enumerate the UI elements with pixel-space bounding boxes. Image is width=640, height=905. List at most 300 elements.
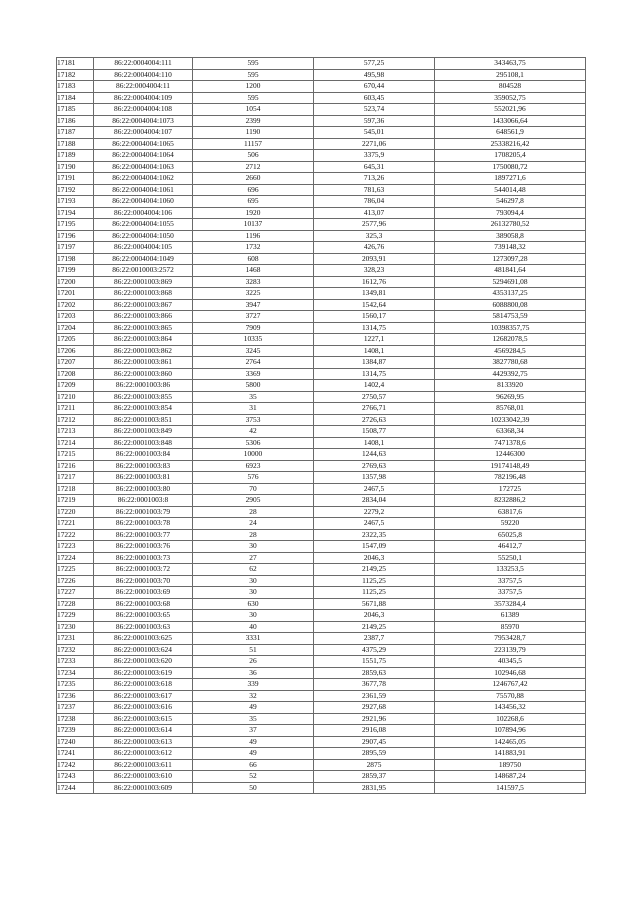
area-cell: 40 (193, 621, 314, 633)
row-number-cell: 17215 (57, 449, 94, 461)
value-cell: 26132780,52 (435, 219, 586, 231)
area-cell: 695 (193, 196, 314, 208)
cadastral-number-cell: 86:22:0001003:614 (94, 725, 193, 737)
table-row (57, 104, 586, 116)
value-cell: 3827780,68 (435, 357, 586, 369)
value-cell: 782196,48 (435, 472, 586, 484)
row-number-cell: 17190 (57, 161, 94, 173)
row-number-cell: 17244 (57, 782, 94, 794)
cadastral-number-cell: 86:22:0001003:868 (94, 288, 193, 300)
value-cell: 143456,32 (435, 702, 586, 714)
rate-cell: 2921,96 (314, 713, 435, 725)
cadastral-number-cell: 86:22:0004004:109 (94, 92, 193, 104)
rate-cell: 2149,25 (314, 564, 435, 576)
table-row (57, 782, 586, 794)
rate-cell: 597,36 (314, 115, 435, 127)
row-number-cell: 17186 (57, 115, 94, 127)
row-number-cell: 17238 (57, 713, 94, 725)
cadastral-number-cell: 86:22:0001003:619 (94, 667, 193, 679)
value-cell: 59220 (435, 518, 586, 530)
table-row (57, 81, 586, 93)
area-cell: 28 (193, 529, 314, 541)
table-row (57, 322, 586, 334)
row-number-cell: 17206 (57, 345, 94, 357)
area-cell: 506 (193, 150, 314, 162)
rate-cell: 328,23 (314, 265, 435, 277)
row-number-cell: 17231 (57, 633, 94, 645)
rate-cell: 495,98 (314, 69, 435, 81)
area-cell: 10335 (193, 334, 314, 346)
table-row (57, 564, 586, 576)
area-cell: 3245 (193, 345, 314, 357)
table-row (57, 736, 586, 748)
table-row (57, 460, 586, 472)
table-row (57, 403, 586, 415)
row-number-cell: 17211 (57, 403, 94, 415)
table-row (57, 127, 586, 139)
area-cell: 2399 (193, 115, 314, 127)
area-cell: 49 (193, 748, 314, 760)
value-cell: 148687,24 (435, 771, 586, 783)
area-cell: 3753 (193, 414, 314, 426)
cadastral-number-cell: 86:22:0004004:1050 (94, 230, 193, 242)
rate-cell: 3375,9 (314, 150, 435, 162)
cadastral-number-cell: 86:22:0001003:862 (94, 345, 193, 357)
cadastral-number-cell: 86:22:0001003:848 (94, 437, 193, 449)
cadastral-number-cell: 86:22:0001003:616 (94, 702, 193, 714)
area-cell: 595 (193, 92, 314, 104)
area-cell: 10000 (193, 449, 314, 461)
row-number-cell: 17225 (57, 564, 94, 576)
row-number-cell: 17237 (57, 702, 94, 714)
rate-cell: 1542,64 (314, 299, 435, 311)
rate-cell: 2322,35 (314, 529, 435, 541)
table-row (57, 69, 586, 81)
area-cell: 3369 (193, 368, 314, 380)
table-row (57, 368, 586, 380)
area-cell: 696 (193, 184, 314, 196)
value-cell: 25338216,42 (435, 138, 586, 150)
table-row (57, 288, 586, 300)
value-cell: 1246767,42 (435, 679, 586, 691)
rate-cell: 2093,91 (314, 253, 435, 265)
value-cell: 75570,88 (435, 690, 586, 702)
cadastral-number-cell: 86:22:0001003:864 (94, 334, 193, 346)
area-cell: 1920 (193, 207, 314, 219)
rate-cell: 1125,25 (314, 587, 435, 599)
value-cell: 5814753,59 (435, 311, 586, 323)
row-number-cell: 17182 (57, 69, 94, 81)
row-number-cell: 17203 (57, 311, 94, 323)
cadastral-number-cell: 86:22:0001003:849 (94, 426, 193, 438)
rate-cell: 2916,08 (314, 725, 435, 737)
value-cell: 1708205,4 (435, 150, 586, 162)
rate-cell: 1408,1 (314, 345, 435, 357)
table-row (57, 771, 586, 783)
value-cell: 85768,01 (435, 403, 586, 415)
rate-cell: 577,25 (314, 58, 435, 70)
cadastral-number-cell: 86:22:0001003:73 (94, 552, 193, 564)
table-row (57, 667, 586, 679)
row-number-cell: 17195 (57, 219, 94, 231)
cadastral-number-cell: 86:22:0004004:1065 (94, 138, 193, 150)
rate-cell: 645,31 (314, 161, 435, 173)
value-cell: 12682078,5 (435, 334, 586, 346)
area-cell: 630 (193, 598, 314, 610)
row-number-cell: 17227 (57, 587, 94, 599)
value-cell: 33757,5 (435, 575, 586, 587)
area-cell: 35 (193, 713, 314, 725)
value-cell: 223139,79 (435, 644, 586, 656)
table-row (57, 587, 586, 599)
cadastral-number-cell: 86:22:0004004:1049 (94, 253, 193, 265)
value-cell: 63368,34 (435, 426, 586, 438)
cadastral-number-cell: 86:22:0001003:609 (94, 782, 193, 794)
cadastral-number-cell: 86:22:0001003:81 (94, 472, 193, 484)
cadastral-number-cell: 86:22:0001003:617 (94, 690, 193, 702)
rate-cell: 1551,75 (314, 656, 435, 668)
rate-cell: 2769,63 (314, 460, 435, 472)
table-row (57, 656, 586, 668)
cadastral-number-cell: 86:22:0004004:107 (94, 127, 193, 139)
area-cell: 6923 (193, 460, 314, 472)
cadastral-number-cell: 86:22:0001003:624 (94, 644, 193, 656)
row-number-cell: 17214 (57, 437, 94, 449)
rate-cell: 1227,1 (314, 334, 435, 346)
table-row (57, 345, 586, 357)
cadastral-number-cell: 86:22:0001003:77 (94, 529, 193, 541)
cadastral-number-cell: 86:22:0001003:80 (94, 483, 193, 495)
rate-cell: 2046,3 (314, 552, 435, 564)
table-row (57, 299, 586, 311)
cadastral-number-cell: 86:22:0001003:860 (94, 368, 193, 380)
rate-cell: 1547,09 (314, 541, 435, 553)
row-number-cell: 17208 (57, 368, 94, 380)
cadastral-number-cell: 86:22:0001003:867 (94, 299, 193, 311)
table-row (57, 541, 586, 553)
area-cell: 42 (193, 426, 314, 438)
table-row (57, 242, 586, 254)
rate-cell: 2577,96 (314, 219, 435, 231)
cadastral-number-cell: 86:22:0001003:620 (94, 656, 193, 668)
rate-cell: 545,01 (314, 127, 435, 139)
value-cell: 7953428,7 (435, 633, 586, 645)
cadastral-number-cell: 86:22:0001003:615 (94, 713, 193, 725)
table-row (57, 713, 586, 725)
area-cell: 32 (193, 690, 314, 702)
rate-cell: 325,3 (314, 230, 435, 242)
rate-cell: 786,04 (314, 196, 435, 208)
row-number-cell: 17204 (57, 322, 94, 334)
area-cell: 36 (193, 667, 314, 679)
area-cell: 3727 (193, 311, 314, 323)
area-cell: 10137 (193, 219, 314, 231)
table-row (57, 207, 586, 219)
row-number-cell: 17184 (57, 92, 94, 104)
value-cell: 7471378,6 (435, 437, 586, 449)
value-cell: 102268,6 (435, 713, 586, 725)
row-number-cell: 17181 (57, 58, 94, 70)
value-cell: 804528 (435, 81, 586, 93)
row-number-cell: 17199 (57, 265, 94, 277)
cadastral-number-cell: 86:22:0004004:1064 (94, 150, 193, 162)
area-cell: 62 (193, 564, 314, 576)
table-row (57, 150, 586, 162)
row-number-cell: 17222 (57, 529, 94, 541)
row-number-cell: 17209 (57, 380, 94, 392)
value-cell: 12446300 (435, 449, 586, 461)
row-number-cell: 17233 (57, 656, 94, 668)
cadastral-number-cell: 86:22:0001003:70 (94, 575, 193, 587)
area-cell: 7909 (193, 322, 314, 334)
value-cell: 55250,1 (435, 552, 586, 564)
rate-cell: 1244,63 (314, 449, 435, 461)
table-row (57, 311, 586, 323)
area-cell: 2660 (193, 173, 314, 185)
cadastral-number-cell: 86:22:0001003:613 (94, 736, 193, 748)
cadastral-number-cell: 86:22:0001003:65 (94, 610, 193, 622)
rate-cell: 2467,5 (314, 518, 435, 530)
cadastral-number-cell: 86:22:0001003:79 (94, 506, 193, 518)
value-cell: 96269,95 (435, 391, 586, 403)
cadastral-number-cell: 86:22:0001003:851 (94, 414, 193, 426)
row-number-cell: 17192 (57, 184, 94, 196)
value-cell: 61389 (435, 610, 586, 622)
rate-cell: 2279,2 (314, 506, 435, 518)
rate-cell: 1314,75 (314, 368, 435, 380)
rate-cell: 2046,3 (314, 610, 435, 622)
row-number-cell: 17221 (57, 518, 94, 530)
table-row (57, 725, 586, 737)
value-cell: 1273097,28 (435, 253, 586, 265)
rate-cell: 603,45 (314, 92, 435, 104)
row-number-cell: 17216 (57, 460, 94, 472)
cadastral-number-cell: 86:22:0001003:83 (94, 460, 193, 472)
rate-cell: 5671,88 (314, 598, 435, 610)
row-number-cell: 17239 (57, 725, 94, 737)
row-number-cell: 17229 (57, 610, 94, 622)
area-cell: 2764 (193, 357, 314, 369)
cadastral-number-cell: 86:22:0004004:11 (94, 81, 193, 93)
rate-cell: 1560,17 (314, 311, 435, 323)
value-cell: 1750080,72 (435, 161, 586, 173)
table-row (57, 575, 586, 587)
table-row (57, 58, 586, 70)
rate-cell: 2831,95 (314, 782, 435, 794)
table-row (57, 357, 586, 369)
value-cell: 10233042,39 (435, 414, 586, 426)
value-cell: 648561,9 (435, 127, 586, 139)
value-cell: 4353137,25 (435, 288, 586, 300)
cadastral-number-cell: 86:22:0004004:108 (94, 104, 193, 116)
value-cell: 481841,64 (435, 265, 586, 277)
value-cell: 389058,8 (435, 230, 586, 242)
row-number-cell: 17234 (57, 667, 94, 679)
table-row (57, 219, 586, 231)
rate-cell: 2895,59 (314, 748, 435, 760)
row-number-cell: 17207 (57, 357, 94, 369)
rate-cell: 1314,75 (314, 322, 435, 334)
table-row (57, 552, 586, 564)
area-cell: 51 (193, 644, 314, 656)
rate-cell: 2875 (314, 759, 435, 771)
rate-cell: 781,63 (314, 184, 435, 196)
row-number-cell: 17236 (57, 690, 94, 702)
cadastral-number-cell: 86:22:0001003:611 (94, 759, 193, 771)
value-cell: 33757,5 (435, 587, 586, 599)
cadastral-number-cell: 86:22:0001003:69 (94, 587, 193, 599)
value-cell: 544014,48 (435, 184, 586, 196)
rate-cell: 1508,77 (314, 426, 435, 438)
row-number-cell: 17232 (57, 644, 94, 656)
row-number-cell: 17202 (57, 299, 94, 311)
value-cell: 46412,7 (435, 541, 586, 553)
area-cell: 11157 (193, 138, 314, 150)
table-row (57, 196, 586, 208)
table-row (57, 529, 586, 541)
row-number-cell: 17194 (57, 207, 94, 219)
value-cell: 359052,75 (435, 92, 586, 104)
table-row (57, 621, 586, 633)
rate-cell: 2149,25 (314, 621, 435, 633)
rate-cell: 2834,04 (314, 495, 435, 507)
value-cell: 172725 (435, 483, 586, 495)
value-cell: 141597,5 (435, 782, 586, 794)
table-row (57, 92, 586, 104)
area-cell: 31 (193, 403, 314, 415)
cadastral-number-cell: 86:22:0001003:618 (94, 679, 193, 691)
row-number-cell: 17219 (57, 495, 94, 507)
cadastral-number-cell: 86:22:0001003:78 (94, 518, 193, 530)
cadastral-number-cell: 86:22:0001003:869 (94, 276, 193, 288)
table-row (57, 161, 586, 173)
table-row (57, 495, 586, 507)
area-cell: 50 (193, 782, 314, 794)
area-cell: 49 (193, 702, 314, 714)
value-cell: 8232886,2 (435, 495, 586, 507)
table-row (57, 644, 586, 656)
value-cell: 3573284,4 (435, 598, 586, 610)
value-cell: 739148,32 (435, 242, 586, 254)
rate-cell: 2750,57 (314, 391, 435, 403)
value-cell: 85970 (435, 621, 586, 633)
table-row (57, 230, 586, 242)
value-cell: 19174148,49 (435, 460, 586, 472)
rate-cell: 2726,63 (314, 414, 435, 426)
row-number-cell: 17235 (57, 679, 94, 691)
cadastral-number-cell: 86:22:0004004:1055 (94, 219, 193, 231)
cadastral-number-cell: 86:22:0001003:8 (94, 495, 193, 507)
table-row (57, 449, 586, 461)
cadastral-number-cell: 86:22:0004004:110 (94, 69, 193, 81)
row-number-cell: 17193 (57, 196, 94, 208)
table-row (57, 437, 586, 449)
row-number-cell: 17198 (57, 253, 94, 265)
area-cell: 3331 (193, 633, 314, 645)
value-cell: 40345,5 (435, 656, 586, 668)
value-cell: 552021,96 (435, 104, 586, 116)
area-cell: 576 (193, 472, 314, 484)
cadastral-number-cell: 86:22:0004004:1073 (94, 115, 193, 127)
area-cell: 595 (193, 58, 314, 70)
area-cell: 30 (193, 541, 314, 553)
row-number-cell: 17191 (57, 173, 94, 185)
cadastral-number-cell: 86:22:0004004:1062 (94, 173, 193, 185)
area-cell: 595 (193, 69, 314, 81)
area-cell: 3283 (193, 276, 314, 288)
rate-cell: 2859,37 (314, 771, 435, 783)
row-number-cell: 17240 (57, 736, 94, 748)
table-row (57, 633, 586, 645)
cadastral-number-cell: 86:22:0001003:854 (94, 403, 193, 415)
cadastral-number-cell: 86:22:0001003:865 (94, 322, 193, 334)
table-row (57, 690, 586, 702)
rate-cell: 1408,1 (314, 437, 435, 449)
table-row (57, 253, 586, 265)
cadastral-number-cell: 86:22:0001003:625 (94, 633, 193, 645)
row-number-cell: 17242 (57, 759, 94, 771)
value-cell: 107894,96 (435, 725, 586, 737)
area-cell: 3225 (193, 288, 314, 300)
cadastral-number-cell: 86:22:0001003:861 (94, 357, 193, 369)
row-number-cell: 17201 (57, 288, 94, 300)
rate-cell: 1384,87 (314, 357, 435, 369)
table-row (57, 610, 586, 622)
table-row (57, 483, 586, 495)
value-cell: 4429392,75 (435, 368, 586, 380)
area-cell: 1732 (193, 242, 314, 254)
value-cell: 10398357,75 (435, 322, 586, 334)
table-row (57, 598, 586, 610)
row-number-cell: 17197 (57, 242, 94, 254)
area-cell: 1054 (193, 104, 314, 116)
row-number-cell: 17185 (57, 104, 94, 116)
row-number-cell: 17188 (57, 138, 94, 150)
cadastral-number-cell: 86:22:0001003:63 (94, 621, 193, 633)
table-row (57, 426, 586, 438)
table-row (57, 679, 586, 691)
value-cell: 65025,8 (435, 529, 586, 541)
row-number-cell: 17228 (57, 598, 94, 610)
area-cell: 26 (193, 656, 314, 668)
row-number-cell: 17205 (57, 334, 94, 346)
row-number-cell: 17183 (57, 81, 94, 93)
table-row (57, 334, 586, 346)
area-cell: 52 (193, 771, 314, 783)
rate-cell: 3677,78 (314, 679, 435, 691)
area-cell: 35 (193, 391, 314, 403)
rate-cell: 2361,59 (314, 690, 435, 702)
rate-cell: 4375,29 (314, 644, 435, 656)
cadastral-number-cell: 86:22:0001003:72 (94, 564, 193, 576)
area-cell: 5800 (193, 380, 314, 392)
table-row (57, 702, 586, 714)
rate-cell: 2766,71 (314, 403, 435, 415)
value-cell: 8133920 (435, 380, 586, 392)
value-cell: 546297,8 (435, 196, 586, 208)
table-row (57, 184, 586, 196)
value-cell: 102946,68 (435, 667, 586, 679)
table-row (57, 138, 586, 150)
table-row (57, 414, 586, 426)
value-cell: 63817,6 (435, 506, 586, 518)
value-cell: 4569284,5 (435, 345, 586, 357)
area-cell: 66 (193, 759, 314, 771)
row-number-cell: 17243 (57, 771, 94, 783)
value-cell: 133253,5 (435, 564, 586, 576)
table-row (57, 391, 586, 403)
table-row (57, 518, 586, 530)
